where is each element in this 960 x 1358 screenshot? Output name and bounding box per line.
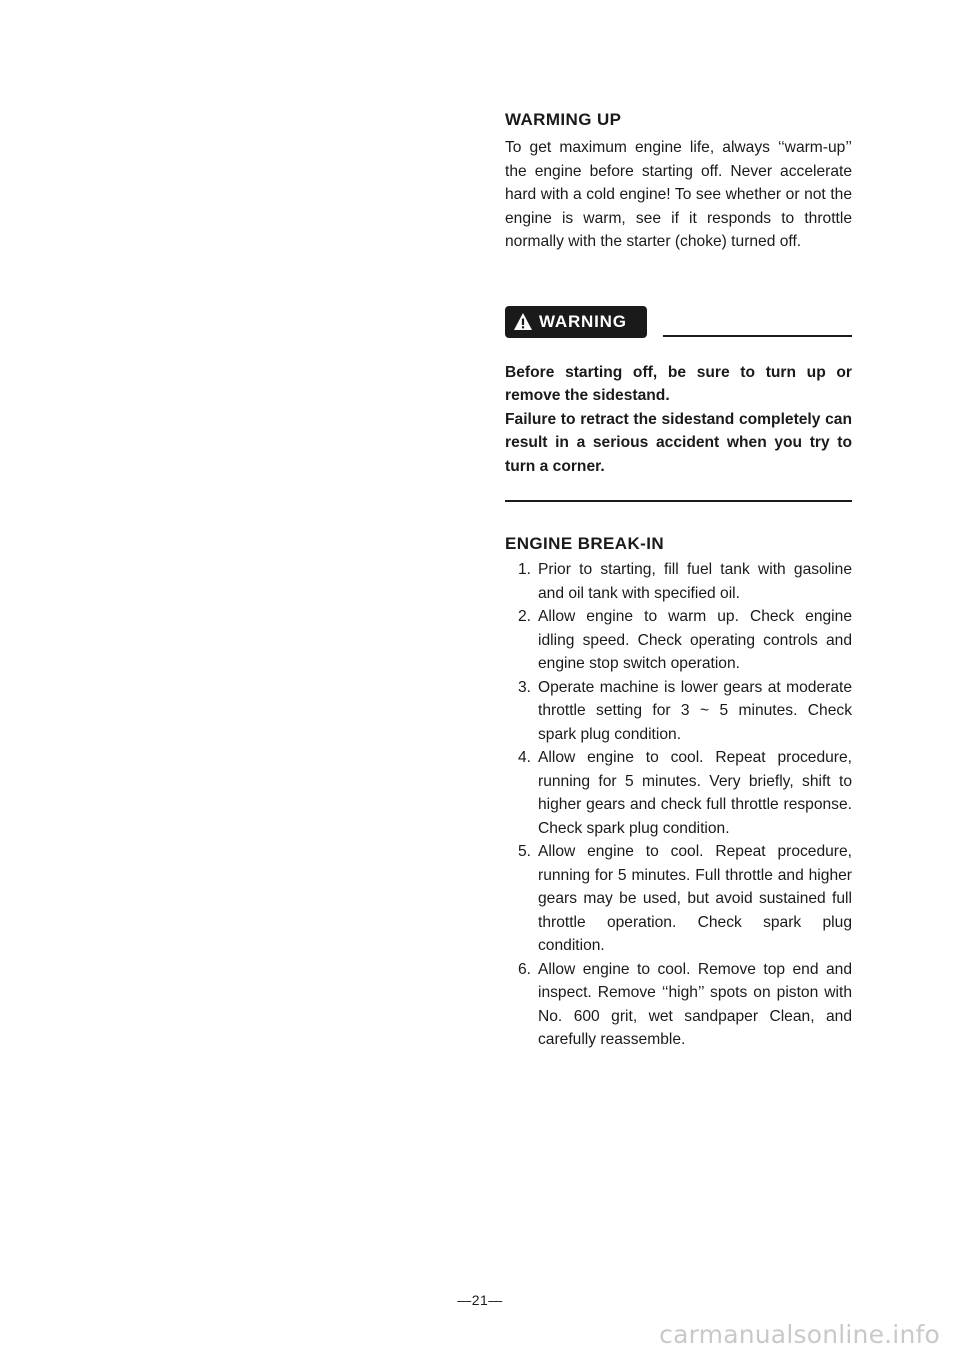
page-number: —21— <box>457 1292 503 1308</box>
warning-header <box>505 306 852 338</box>
step-number: 3. <box>517 678 531 696</box>
warming-up-section <box>505 108 852 254</box>
warning-top-divider <box>663 335 852 337</box>
step-number: 4. <box>517 749 531 766</box>
break-in-steps-list <box>505 558 852 1052</box>
warning-label: WARNING <box>539 311 627 331</box>
watermark: carmanualsonline.info <box>659 1320 940 1349</box>
warning-bottom-divider <box>505 500 852 502</box>
step-text: Allow engine to warm up. Check engine idling speed. Check operating controls and engine stop switch operation. <box>538 608 852 672</box>
engine-break-in-section <box>505 532 852 1052</box>
list-item <box>505 558 852 605</box>
step-number: 5. <box>517 843 531 860</box>
warning-body <box>505 361 852 479</box>
list-item <box>505 605 852 676</box>
warning-text-failure: Failure to retract the sidestand completely can result in a serious accident when you try to turn a corner. <box>505 410 852 475</box>
step-text: Operate machine is lower gears at moderate throttle setting for 3 ~ 5 minutes. Check spark plug condition. <box>538 678 852 743</box>
engine-break-in-title: ENGINE BREAK-IN <box>505 534 665 553</box>
warning-triangle-icon <box>513 312 533 332</box>
step-text: Allow engine to cool. Remove top end and inspect. Remove ‘‘high’’ spots on piston with No. 600 grit, wet sandpaper Clean, and carefully reassemble. <box>538 960 852 1048</box>
warming-up-title: WARMING UP <box>505 110 622 129</box>
content-column <box>505 108 852 1052</box>
list-item <box>505 676 852 747</box>
step-text: Allow engine to cool. Repeat procedure, running for 5 minutes. Full throttle and higher gears may be used, but avoid sustained full throttle operation. Check spark plug condition. <box>538 843 852 954</box>
warning-text-sidestand: Before starting off, be sure to turn up or remove the sidestand. <box>505 363 852 404</box>
step-number: 2. <box>517 608 531 625</box>
warning-badge <box>505 306 647 338</box>
list-item <box>505 958 852 1052</box>
step-number: 1. <box>517 561 531 578</box>
step-text: Prior to starting, fill fuel tank with gasoline and oil tank with specified oil. <box>538 561 852 602</box>
list-item <box>505 840 852 958</box>
list-item <box>505 746 852 840</box>
step-number: 6. <box>517 960 531 978</box>
warming-up-body: To get maximum engine life, always ‘‘warm-up’’ the engine before starting off. Never accelerate hard with a cold engine! To see whether or not the engine is warm, see if it responds to throttle normally with the starter (choke) turned off. <box>505 139 852 250</box>
step-text: Allow engine to cool. Repeat procedure, running for 5 minutes. Very briefly, shift to higher gears and check full throttle response. Check spark plug condition. <box>538 749 852 837</box>
